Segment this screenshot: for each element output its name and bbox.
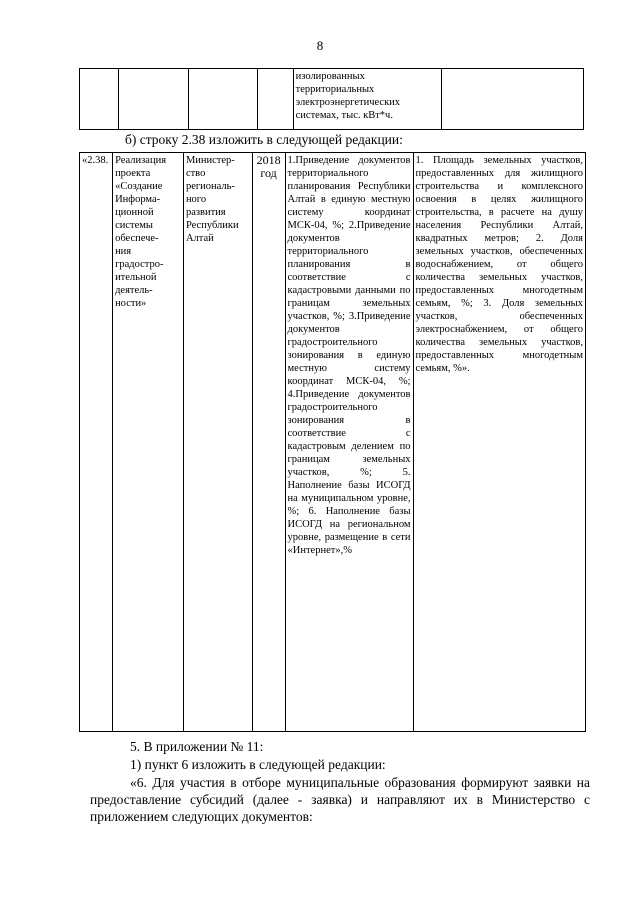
- project-name: Реализация проекта «Создание Информа- ционной системы обеспече- ния градостро- ительной деятель- ности»: [113, 153, 184, 732]
- paragraph-5: 5. В приложении № 11:: [130, 739, 264, 754]
- table-cell-text: изолированных территориальных электроэнергетических системах, тыс. кВт*ч.: [293, 69, 441, 130]
- executor: Министер- ство региональ- ного развития Республики Алтай: [183, 153, 252, 732]
- row-238-table: [79, 152, 586, 732]
- page-number: 8: [316, 38, 324, 53]
- table-cell-empty: [441, 69, 583, 130]
- year: 2018 год: [252, 153, 285, 732]
- paragraph-1: 1) пункт 6 изложить в следующей редакции:: [130, 757, 386, 772]
- paragraph-6: «6. Для участия в отборе муниципальные образования формируют заявки на предоставление субсидий (далее - заявка) и направляют их в Министерство с приложением следующих документов:: [90, 775, 590, 824]
- top-table-fragment: [79, 68, 584, 130]
- table-cell-empty: [80, 69, 119, 130]
- row-number: «2.38.: [80, 153, 113, 732]
- table-row: [80, 69, 584, 130]
- table-cell-empty: [189, 69, 257, 130]
- indicators-list: 1. Площадь земельных участков, предоставленных для жилищного строительства и комплексного освоения в целях жилищного строительства, в расчете на душу населения Республики Алтай, квадратных метров; 2. Доля земельных участков, обеспеченных водоснабжением, от общего количества земельных участков, предоставленных многодетным семьям, %; 3. Доля земельных участков, обеспеченных электроснабжением, от общего количества земельных участков, предоставленных многодетным семьям, %».: [413, 153, 585, 732]
- table-cell-empty: [118, 69, 189, 130]
- results-list: 1.Приведение документов территориального планирования Республики Алтай в единую местную систему координат МСК-04, %; 2.Приведение документов территориального планирования в соответствие с кадастровыми данными по границам земельных участков, %; 3.Приведение документов градостроительного зонирования в единую местную систему координат МСК-04, %; 4.Приведение документов градостроительного зонирования в соответствие с кадастровым делением по границам земельных участков, %; 5. Наполнение базы ИСОГД на муниципальном уровне, %; 6. Наполнение базы ИСОГД на региональном уровне, размещение в сети «Интернет»,%: [285, 153, 413, 732]
- table-row: [80, 153, 586, 732]
- table-cell-empty: [257, 69, 293, 130]
- heading-b: б) строку 2.38 изложить в следующей редакции:: [125, 132, 403, 147]
